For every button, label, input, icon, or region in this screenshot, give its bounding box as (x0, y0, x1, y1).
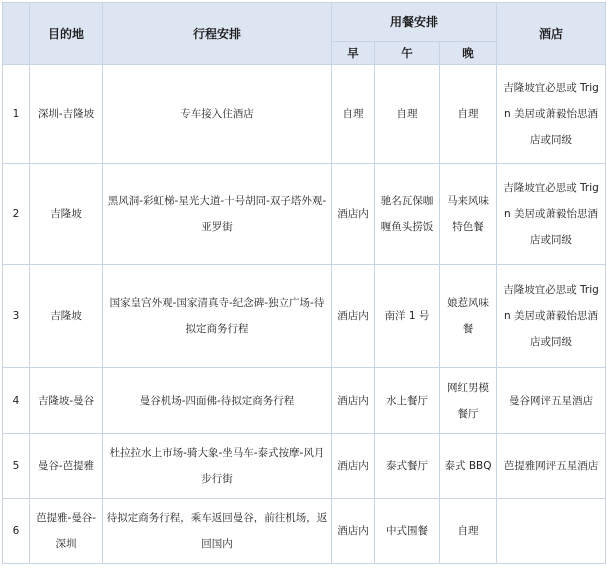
lunch-cell: 中式围餐 (375, 499, 440, 564)
dinner-cell: 自理 (440, 499, 497, 564)
destination-cell: 深圳-吉隆坡 (30, 65, 103, 164)
hotel-cell: 吉隆坡宜必思或 Trign 美居或萧毅怡思酒店或同级 (497, 265, 606, 368)
itinerary-cell: 国家皇宫外观-国家清真寺-纪念碑-独立广场-待拟定商务行程 (103, 265, 332, 368)
day-number: 3 (3, 265, 30, 368)
hotel-cell: 吉隆坡宜必思或 Trign 美居或萧毅怡思酒店或同级 (497, 65, 606, 164)
breakfast-cell: 酒店内 (332, 265, 375, 368)
hotel-cell: 吉隆坡宜必思或 Trign 美居或萧毅怡思酒店或同级 (497, 164, 606, 265)
lunch-cell: 水上餐厅 (375, 368, 440, 434)
dinner-cell: 娘惹风味餐 (440, 265, 497, 368)
day-number: 1 (3, 65, 30, 164)
itinerary-cell: 杜拉拉水上市场-骑大象-坐马车-泰式按摩-风月步行街 (103, 434, 332, 499)
dinner-cell: 马来风味特色餐 (440, 164, 497, 265)
lunch-cell: 南洋 1 号 (375, 265, 440, 368)
destination-cell: 曼谷-芭提雅 (30, 434, 103, 499)
lunch-cell: 驰名瓦保咖喱鱼头捞饭 (375, 164, 440, 265)
destination-cell: 吉隆坡-曼谷 (30, 368, 103, 434)
breakfast-cell: 酒店内 (332, 434, 375, 499)
hotel-cell: 曼谷网评五星酒店 (497, 368, 606, 434)
day-number: 4 (3, 368, 30, 434)
header-dinner: 晚 (440, 42, 497, 65)
header-destination: 目的地 (30, 3, 103, 65)
day-number: 6 (3, 499, 30, 564)
itinerary-cell: 曼谷机场-四面佛-待拟定商务行程 (103, 368, 332, 434)
breakfast-cell: 酒店内 (332, 164, 375, 265)
destination-cell: 吉隆坡 (30, 265, 103, 368)
breakfast-cell: 酒店内 (332, 368, 375, 434)
day-number: 2 (3, 164, 30, 265)
header-lunch: 午 (375, 42, 440, 65)
dinner-cell: 自理 (440, 65, 497, 164)
destination-cell: 芭提雅-曼谷-深圳 (30, 499, 103, 564)
table-row (3, 164, 606, 265)
table-row (3, 499, 606, 564)
day-number: 5 (3, 434, 30, 499)
lunch-cell: 自理 (375, 65, 440, 164)
itinerary-cell: 待拟定商务行程，乘车返回曼谷，前往机场，返回国内 (103, 499, 332, 564)
header-meals: 用餐安排 (332, 3, 497, 42)
lunch-cell: 泰式餐厅 (375, 434, 440, 499)
table-row (3, 368, 606, 434)
itinerary-cell: 黑风洞-彩虹梯-星光大道-十号胡同-双子塔外观-亚罗街 (103, 164, 332, 265)
breakfast-cell: 自理 (332, 65, 375, 164)
dinner-cell: 泰式 BBQ (440, 434, 497, 499)
dinner-cell: 网红男模餐厅 (440, 368, 497, 434)
table-row (3, 434, 606, 499)
hotel-cell: 芭提雅网评五星酒店 (497, 434, 606, 499)
table-row (3, 265, 606, 368)
destination-cell: 吉隆坡 (30, 164, 103, 265)
breakfast-cell: 酒店内 (332, 499, 375, 564)
header-itinerary: 行程安排 (103, 3, 332, 65)
table-row (3, 65, 606, 164)
itinerary-table (2, 2, 606, 564)
header-breakfast: 早 (332, 42, 375, 65)
itinerary-cell: 专车接入住酒店 (103, 65, 332, 164)
hotel-cell (497, 499, 606, 564)
header-hotel: 酒店 (497, 3, 606, 65)
header-day (3, 3, 30, 65)
